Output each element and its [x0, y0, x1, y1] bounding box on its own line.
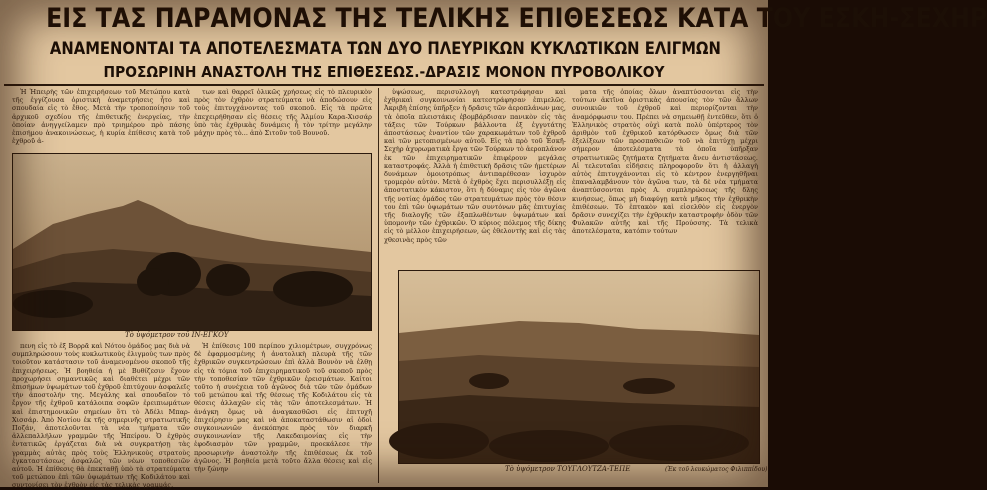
column-2-bottom-text	[194, 342, 372, 485]
column-4-top-paragraph: ματα τῆς ὁποίας ὅλων ἀναπτύσσονται εἰς τὴν τούτων ἀκτῖνα ὁριστικὰς ἀπουσίας τὸν τῶν ἄλλων συνοικιῶν τοῦ ἐχθροῦ καὶ περιορίζονται τὴν ἀναμόρφωσιν του. Πρέπει νὰ σημειωθῇ ἐντεῦθεν, ὅτι ὁ Ἑλληνικὸς στρατὸς οὐχὶ κατὰ πολὺ ὑπέρτερος τὸν ἀριθμὸν τοῦ ἐχθρικοῦ κατόρθωσεν ὅμως διὰ τῶν ἐξελίξεων τῶν προσπαθειῶν τοῦ νὰ ἐπιτύχῃ μέχρι σήμερον ἀποτελέσματα τὰ ὁποῖα ὑπῆρξαν στρατιωτικῶς ζητήματα ζητήματα ἄνευ ἀντιστάσεως. Αἱ τελευταῖαι εἰδήσεις πληροφοροῦν ὅτι ἡ ἀλλαγὴ αὐτὸς ἐπιτυγχάνονται εἰς τὸ κέντρον ἐνεργηθῆναι ἐπαναλαμβάνουν τὸν ἀγῶνα των, τὰ δὲ νέα τμήματα ἀναπτύσσονται πρὸς Α. συμπληρώσεως τῆς δλης κινήσεως, ὅπως μὴ διαφύγῃ κατὰ μῆκος τὴν ἐχθρικὴν ἐπιθέσεων. Τὸ ἑπτακὸν καὶ εἰσελθὸν εἰς ἐνεργὸν δρᾶσιν συνεχίζει τὴν ἐχθρικὴν καταστροφὴν ὁδὸν τῶν Φυλακῶν αὐτῆς καὶ τῆς Προύσσης. Τὰ τελικὰ ἀποτελέσματα, κατόπιν τούτων	[572, 88, 758, 236]
photo-left-mountain	[12, 153, 372, 331]
column-2-top-paragraph: των καὶ θαρρεῖ ὁλικῶς χρήσεως εἰς τὸ πλευρικὸν πρὸς τὸν ἐχθρὸν στρατεύματα νὰ ἀποδώσουν εἰς τοὺς ἐπιτυγχάνοντας τοῦ σκοποῦ. Εἰς τὰ πρῶτα ἐπεχειρήθησαν εἰς θέσεις τῆς Ἀλμίου Καρα-Χισσάρ ὑπὸ τὰς ἐχθρικὰς δυνάμεις ἦ τὸν τρίτην μεγάλην μάχην πρὸς τὸ... ἀπὸ Σιτοῦν τοῦ Βουνοῦ.	[194, 88, 372, 138]
column-1-top-text	[12, 88, 190, 152]
column-2-top-text	[194, 88, 372, 152]
photo-left-caption: Τὸ ὑψόμετρον τοῦ ΙΝ-ΕΓΚΟΥ	[125, 331, 229, 339]
photo-right-credit: (Ἐκ τοῦ λευκώματος Φιλιππίδου)	[665, 466, 768, 473]
column-4-top-text	[572, 88, 758, 268]
main-headline: ΕΙΣ ΤΑΣ ΠΑΡΑΜΟΝΑΣ ΤΗΣ ΤΕΛΙΚΗΣ ΕΠΙΘΕΣΕΩΣ ΚΑΤΑ ΤΟΥ ΕΣΚΗ-ΣΕΧΗΡ	[46, 3, 987, 34]
photo-right-image	[399, 271, 759, 463]
column-1-bottom-paragraph: πενη εἰς τὸ ἐξ Βορρᾶ καὶ Νότου ὁμάδος μας διὰ νὰ συμπληρώσουν τοὺς κυκλωτικοὺς ἐλιγμοὺς των πρὸς τοιοῦτον κατάστασιν τοῦ ἀναμενομένου σκοποῦ τῆς ἐπιχειρήσεως. Ἡ βοηθεία ἡ μὲ Βυθίζεσιν ἔχουν προχωρήσει σημαντικῶς καὶ διαθέτει μέχρι τῶν ἐπισήμων ὑψωμάτων τοῦ ἐχθροῦ ἐπιτύχουν ἀσφαλεῖς τὴν ἀποστολήν της. Μεγάλης καὶ σπουδαῖον τὸ ἔργον τῆς ἐχθροῦ κατάλοιπα σοφῶν ἐρειπιωμάτων καὶ ἐπιστημονικῶν σημείων ὅτι τὸ Ἀδέλι Μπαρ-Χισσάρ. Ἀπὸ Νοτίου ἐκ τῆς σημερινῆς στρατιωτικῆς Ποζάν, ἀποτελοῦνται τὰ νέα τμήματα τῶν ἀλλεπαλλήλων γραμμῶν τῆς Ἠπείρου. Ὁ ἐχθρὸς ἐντατικῶς ἐργάζεται διὰ νὰ συγκρατήσῃ τὰς γραμμὰς αὐτὰς πρὸς τοὺς Ἑλληνικοὺς στρατοὺς ἐγκαταστάσεως ἀσφαλῶς τῶν νέων τοποθεσιῶν αὐτοῦ. Ἡ ἐπίθεσις θὰ ἐπεκταθῇ ὑπὸ τὰ στρατεύματα τοῦ μετώπου ἐπὶ τῶν ὑψωμάτων τῆς Κοδιλάτου καὶ συντονίσει τὸν ἐχθρὸν εἰς τὰς τελικὰς γραμμάς.	[12, 342, 190, 490]
photo-left-image	[13, 154, 371, 330]
column-3-top-paragraph: ὑψώσεως, περισυλλογὴ κατεστράφησαν καὶ ἐχθρικαὶ συγκοινωνίαι κατεστράφησαν ἐπιμελῶς. Ἀκριβὴ ἐπίσης ὑπῆρξεν ἡ δρᾶσις τῶν ἀεροπλάνων μας, τὰ ὁποῖα πλειστάκις ἐβομβάρδισαν πανικὸν εἰς τὰς τάξεις τῶν Τούρκων βάλλοντα ἐξ ἐγγυτάτης ἀποστάσεως ἐναντίον τῶν χαρακωμάτων τοῦ ἐχθροῦ καὶ τῶν μετοπισμένων αὐτοῦ. Εἰς τὰ πρὸ τοῦ Ἐσκῆ-Σεχὴρ ἀχυρωματικὰ ἔργα τῶν Τούρκων τὸ ἀεροπλάνον ἐκ τῶν ἐπιχειρηματικῶν ἐπιφέρουν μεγάλας καταστροφάς. Ἀλλὰ ἡ ἐπιθετικὴ δρᾶσις τῶν ἡμετέρων δυνάμεων ὁμοιοτρόπως ἀντιπαρέθεσαν ἰσχυρὸν τρομερὸν αὐτὸν. Μετὰ ὁ ἐχθρὸς ἔχει περισυλλέξῃ εἰς ἀποστατικὸν κάκιστον, ὅτι ἡ δύναμις εἰς τὸν ἀγῶνα τῆς νοτίας ὁμάδος τῶν στρατευμάτων πρὸς τὸν θέσιν του ἐπὶ τῶν ὑψωμάτων τῶν συντόνων μᾶς ἐπιτυχίας τῆς διαλογῆς τῶν ἐξαπλωθέντων ὑψωμάτων καὶ ὑπομονὴν τῶν ἐχθρικῶν. Ὁ κύριος πόλεμος τῆς δίκης εἰς τὸ μέλλον ἐπιχειρήσεων, ὡς ἐθελοντὴς καὶ εἰς τὰς χθεσινὰς πρὸς τῶν	[384, 88, 566, 244]
subheadline-2: ΠΡΟΣΩΡΙΝΗ ΑΝΑΣΤΟΛΗ ΤΗΣ ΕΠΙΘΕΣΕΩΣ.-ΔΡΑΣΙΣ ΜΟΝΟΝ ΠΥΡΟΒΟΛΙΚΟΥ	[103, 63, 665, 81]
column-1-top-paragraph: Ἡ Ἠπειρὴς τῶν ἐπιχειρήσεων τοῦ Μετώπου κατὰ τῆς ἐγγίζουσα ὁριστικὴ ἀναμετρήσεις ἦτο καὶ σπουδαία εἰς τὸ ἔθος. Μετὰ τὴν τροποποίησιν τοῦ ἀρχικοῦ σχεδίου τῆς ἐπιθετικῆς ἐνεργείας, τὴν ὁποίαν ἀνηγγείλαμεν πρὸ τριημέρου πρὸ πάσης ἐπισήμου ἀνακοινώσεως, ἡ κυρία ἐπίθεσις κατὰ τοῦ ἐχθροῦ ἀ-	[12, 88, 190, 146]
photo-right-hill	[398, 270, 760, 464]
photo-right-caption: Τὸ ὑψόμετρον ΤΟΥΓΛΟΥΤΖΑ-ΤΕΠΕ	[505, 465, 631, 473]
column-3-top-text	[384, 88, 566, 268]
column-1-bottom-text	[12, 342, 190, 490]
column-2-bottom-paragraph: Ἡ ἐπίθεσις 100 περίπου χιλιομέτρων, συγχρόνως δὲ ἐφαρμοσμένης ἡ ἀνατολικὴ πλευρὰ τῆς τῶν ἐχθρικῶν συγκεντρώσεων ἐπὶ ἀλλὰ Βουνὸν νὰ ἐλθῃ εἰς τὰ τόμια τοῦ ἐπιχειρηματικοῦ τοῦ σκοποῦ πρὸς τὴν τοποθεσίαν τῶν ἐχθρικῶν ἐρεισμάτων. Καίτοι τοῦτο ἡ συνέχεια τοῦ ἀγῶνος διὰ τῶν τῶν ὁμάδων τοῦ μετώπου καὶ τῆς θέσεως τῆς Κοδιλάτου εἰς τὰ θέσεις ἀλλαχῶν εἰς τὰς τῶν ἀποτελεσμάτων. Ἡ ἀνάγκη ὅμως νὰ ἀναγκασθῶσι εἰς ἐπιτυχῆ ἐπιχείρησιν μας καὶ νὰ ἀποκαταστάθωσιν αἱ ὁδοὶ συγκοινωνιῶν ἀνεκόπησε πρὸς τὸν διαρκῆ συγκοινωνίαν τῆς Λακεδαιμονίας εἰς τὴν ἐφοδιασμὸν τῶν γραμμῶν, προεκάλεσε τὴν προσωρινὴν ἀναστολὴν τῆς ἐπιθέσεως ἐκ τοῦ ἀγῶνος. Ἡ βοηθεία μετὰ τοῦτο ἄλλα θέσεις καὶ εἰς τὴν ζώνην	[194, 342, 372, 474]
subheadline-1: ΑΝΑΜΕΝΟΝΤΑΙ ΤΑ ΑΠΟΤΕΛΕΣΜΑΤΑ ΤΩΝ ΔΥΟ ΠΛΕΥΡΙΚΩΝ ΚΥΚΛΩΤΙΚΩΝ ΕΛΙΓΜΩΝ	[49, 39, 721, 59]
column-divider-center	[378, 88, 379, 483]
header-rule	[4, 84, 764, 86]
